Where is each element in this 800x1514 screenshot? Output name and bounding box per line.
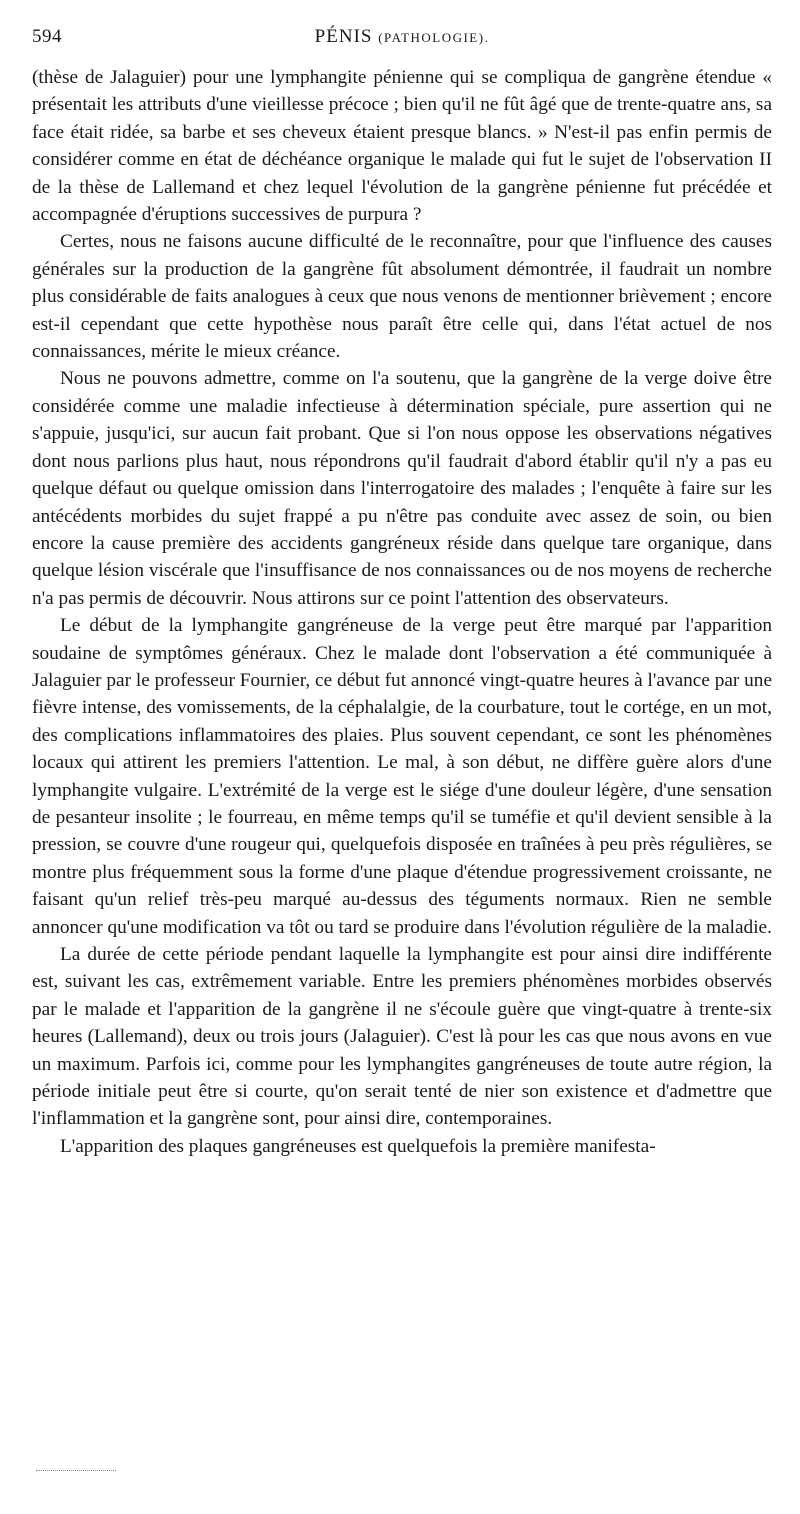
page-number: 594 (32, 26, 62, 47)
paragraph-5: La durée de cette période pendant laquelle la lymphangite est pour ainsi dire indifférente est, suivant les cas, extrêmement variable. Entre les premiers phénomènes morbides observés par le malade et l'apparition de la gangrène il ne s'écoule guère que vingt-quatre à trente-six heures (Lallemand), deux ou trois jours (Jalaguier). C'est là pour les cas que nous avons en vue un maximum. Parfois ici, comme pour les lymphangites gangréneuses de toute autre région, la période initiale peut être si courte, qu'on serait tenté de nier son existence et d'admettre que l'inflammation et la gangrène sont, pour ainsi dire, contemporaines. (32, 944, 772, 1130)
paragraph-2: Certes, nous ne faisons aucune difficulté de le reconnaître, pour que l'influence des causes générales sur la production de la gangrène fût absolument démontrée, il faudrait un nombre plus considérable de faits analogues à ceux que nous venons de mentionner brièvement ; encore est-il cependant que cette hypothèse nous paraît être celle qui, dans l'état actuel de nos connaissances, mérite le mieux créance. (32, 231, 772, 363)
paragraph-6: L'apparition des plaques gangréneuses est quelquefois la première manifesta- (60, 1135, 656, 1157)
running-head-title: PÉNIS (314, 26, 373, 47)
page-header (32, 26, 772, 52)
paragraph-4: Le début de la lymphangite gangréneuse de la verge peut être marqué par l'apparition soudaine de symptômes généraux. Chez le malade dont l'observation a été communiquée à Jalaguier par le professeur Fournier, ce début fut annoncé vingt-quatre heures à l'avance par une fièvre intense, des vomissements, de la céphalalgie, de la courbature, tout le cortége, en un mot, des complications inflammatoires des plaies. Plus souvent cependant, ce sont les phénomènes locaux qui attirent les premiers l'attention. Le mal, à son début, ne diffère guère alors d'une lymphangite vulgaire. L'extrémité de la verge est le siége d'une douleur légère, d'une sensation de pesanteur insolite ; le fourreau, en même temps qu'il se tuméfie et qu'il devient sensible à la pression, se couvre d'une rougeur qui, quelquefois disposée en traînées à peu près régulières, se montre plus fréquemment sous la forme d'une plaque d'étendue progressivement croissante, ne faisant qu'un relief très-peu marqué au-dessus des téguments normaux. Rien ne semble annoncer qu'une modification va tôt ou tard se produire dans l'évolution régulière de la maladie. (32, 615, 772, 938)
document-page (32, 26, 772, 1160)
paragraph-3: Nous ne pouvons admettre, comme on l'a soutenu, que la gangrène de la verge doive être considérée comme une maladie infectieuse à détermination spéciale, pure assertion qui ne s'appuie, jusqu'ici, sur aucun fait probant. Que si l'on nous oppose les observations négatives dont nous parlions plus haut, nous répondrons qu'il faudrait d'abord établir qu'il n'y a pas eu quelque défaut ou quelque omission dans l'interrogatoire des malades ; l'enquête à faire sur les antécédents morbides du sujet frappé a pu n'être pas conduite avec assez de soin, ou bien encore la cause première des accidents gangréneux réside dans quelque tare organique, dans quelque lésion viscérale que l'insuffisance de nos connaissances ou de nos moyens de recherche n'a pas permis de découvrir. Nous attirons sur ce point l'attention des observateurs. (32, 368, 772, 609)
running-head (32, 26, 772, 48)
footer-rule (36, 1470, 116, 1471)
running-head-subtitle: (PATHOLOGIE). (378, 30, 490, 45)
body-text (32, 64, 772, 1160)
paragraph-1: (thèse de Jalaguier) pour une lymphangite pénienne qui se compliqua de gangrène étendue « présentait les attributs d'une vieillesse précoce ; bien qu'il ne fût âgé que de trente-quatre ans, sa face était ridée, sa barbe et ses cheveux étaient presque blancs. » N'est-il pas enfin permis de considérer comme en état de déchéance organique le malade qui fut le sujet de l'observation II de la thèse de Lallemand et chez lequel l'évolution de la gangrène pénienne fut précédée et accompagnée d'éruptions successives de purpura ? (32, 67, 772, 226)
